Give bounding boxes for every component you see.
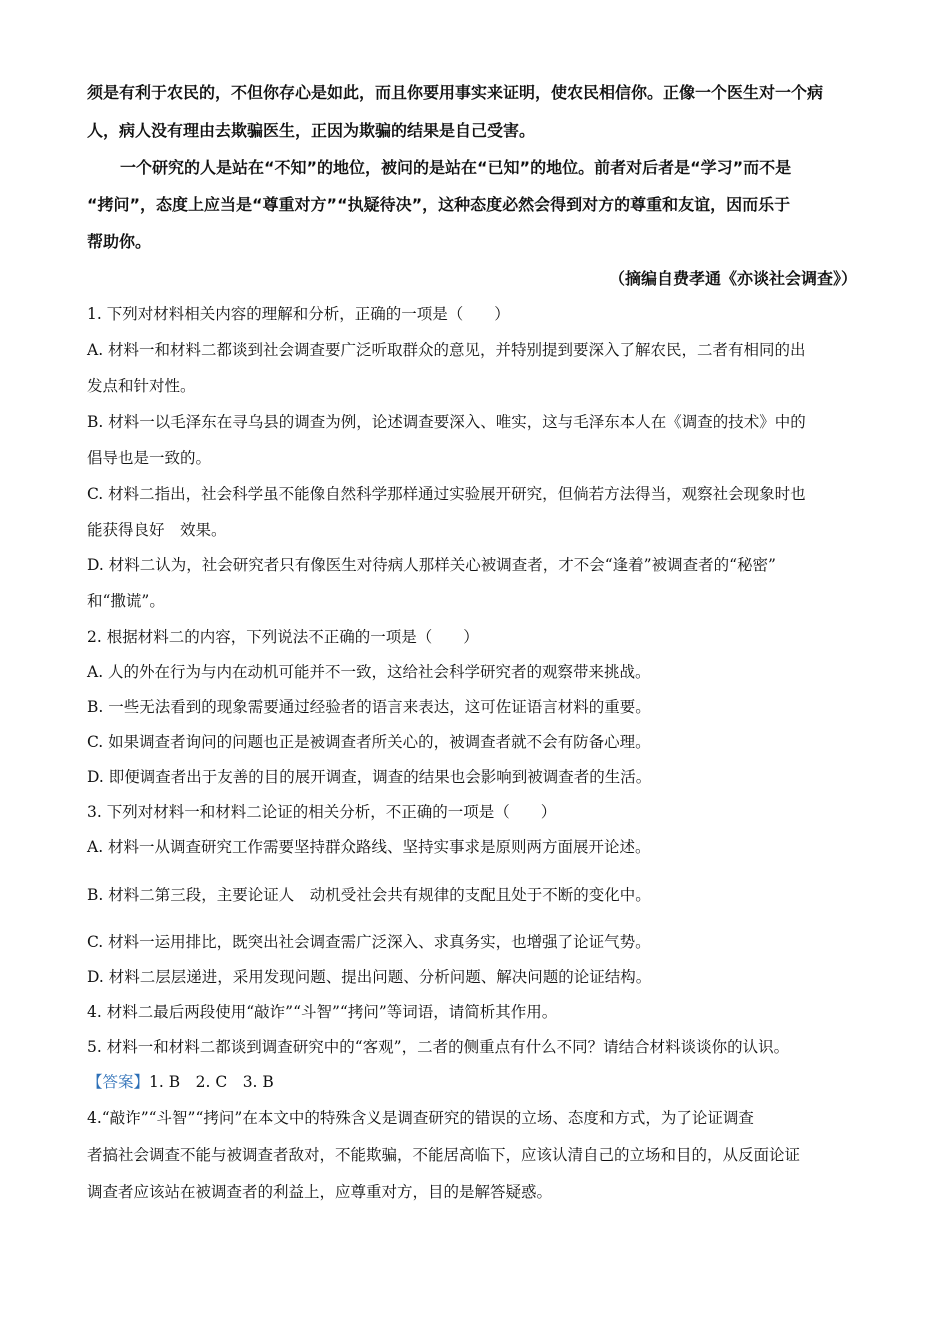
answer-choices: 1. B 2. C 3. B bbox=[149, 1073, 274, 1091]
question-3-option-c: C. 材料一运用排比，既突出社会调查需广泛深入、求真务实，也增强了论证气势。 bbox=[87, 933, 651, 951]
question-1-option-c: C. 材料二指出，社会科学虽不能像自然科学那样通过实验展开研究，但倘若方法得当，观察社会现象时也 bbox=[87, 485, 806, 503]
question-1-stem: 1. 下列对材料相关内容的理解和分析，正确的一项是（ ） bbox=[87, 305, 510, 323]
question-2-option-c: C. 如果调查者询问的问题也正是被调查者所关心的，被调查者就不会有防备心理。 bbox=[87, 733, 651, 751]
question-3-option-b: B. 材料二第三段，主要论证人 动机受社会共有规律的支配且处于不断的变化中。 bbox=[87, 886, 651, 904]
question-2-option-d: D. 即便调查者出于友善的目的展开调查，调查的结果也会影响到被调查者的生活。 bbox=[87, 768, 652, 786]
question-1-option-b-cont: 倡导也是一致的。 bbox=[87, 449, 212, 467]
question-1-option-d: D. 材料二认为，社会研究者只有像医生对待病人那样关心被调查者，才不会“逢着”被调查者的“秘密” bbox=[87, 556, 776, 574]
answer-4-line: 调查者应该站在被调查者的利益上，应尊重对方，目的是解答疑惑。 bbox=[87, 1183, 553, 1201]
question-4: 4. 材料二最后两段使用“敲诈”“斗智”“拷问”等词语，请简析其作用。 bbox=[87, 1003, 558, 1021]
answer-4-line: 者搞社会调查不能与被调查者敌对，不能欺骗，不能居高临下，应该认清自己的立场和目的，从反面论证 bbox=[87, 1146, 801, 1164]
question-5: 5. 材料一和材料二都谈到调查研究中的“客观”，二者的侧重点有什么不同？请结合材料谈谈你的认识。 bbox=[87, 1038, 790, 1056]
question-1-option-d-cont: 和“撒谎”。 bbox=[87, 592, 165, 610]
question-1-option-c-cont: 能获得良好 效果。 bbox=[87, 521, 227, 539]
question-2-option-a: A. 人的外在行为与内在动机可能并不一致，这给社会科学研究者的观察带来挑战。 bbox=[87, 663, 651, 681]
question-2-option-b: B. 一些无法看到的现象需要通过经验者的语言来表达，这可佐证语言材料的重要。 bbox=[87, 698, 651, 716]
passage-source: （摘编自费孝通《亦谈社会调查》） bbox=[608, 269, 857, 288]
passage-line: 帮助你。 bbox=[87, 232, 152, 251]
passage-line: 一个研究的人是站在“不知”的地位，被问的是站在“已知”的地位。前者对后者是“学习”而不是 bbox=[120, 158, 792, 177]
question-3-stem: 3. 下列对材料一和材料二论证的相关分析，不正确的一项是（ ） bbox=[87, 803, 557, 821]
question-3-option-d: D. 材料二层层递进，采用发现问题、提出问题、分析问题、解决问题的论证结构。 bbox=[87, 968, 652, 986]
answer-4-line: 4.“敲诈”“斗智”“拷问”在本文中的特殊含义是调查研究的错误的立场、态度和方式，为了论证调查 bbox=[87, 1109, 754, 1127]
question-1-option-b: B. 材料一以毛泽东在寻乌县的调查为例，论述调查要深入、唯实，这与毛泽东本人在《调查的技术》中的 bbox=[87, 413, 806, 431]
passage-line: “拷问”，态度上应当是“尊重对方”“执疑待决”，这种态度必然会得到对方的尊重和友谊，因而乐于 bbox=[87, 195, 791, 214]
passage-line: 人，病人没有理由去欺骗医生，正因为欺骗的结果是自己受害。 bbox=[87, 121, 536, 140]
question-1-option-a-cont: 发点和针对性。 bbox=[87, 377, 196, 395]
answer-line bbox=[87, 1070, 867, 1092]
passage-line: 须是有利于农民的，不但你存心是如此，而且你要用事实来证明，使农民相信你。正像一个医生对一个病 bbox=[87, 83, 824, 102]
question-1-option-a: A. 材料一和材料二都谈到社会调查要广泛听取群众的意见，并特别提到要深入了解农民，二者有相同的出 bbox=[87, 341, 806, 359]
question-3-option-a: A. 材料一从调查研究工作需要坚持群众路线、坚持实事求是原则两方面展开论述。 bbox=[87, 838, 651, 856]
answer-tag: 【答案】 bbox=[87, 1073, 150, 1091]
question-2-stem: 2. 根据材料二的内容，下列说法不正确的一项是（ ） bbox=[87, 628, 479, 646]
